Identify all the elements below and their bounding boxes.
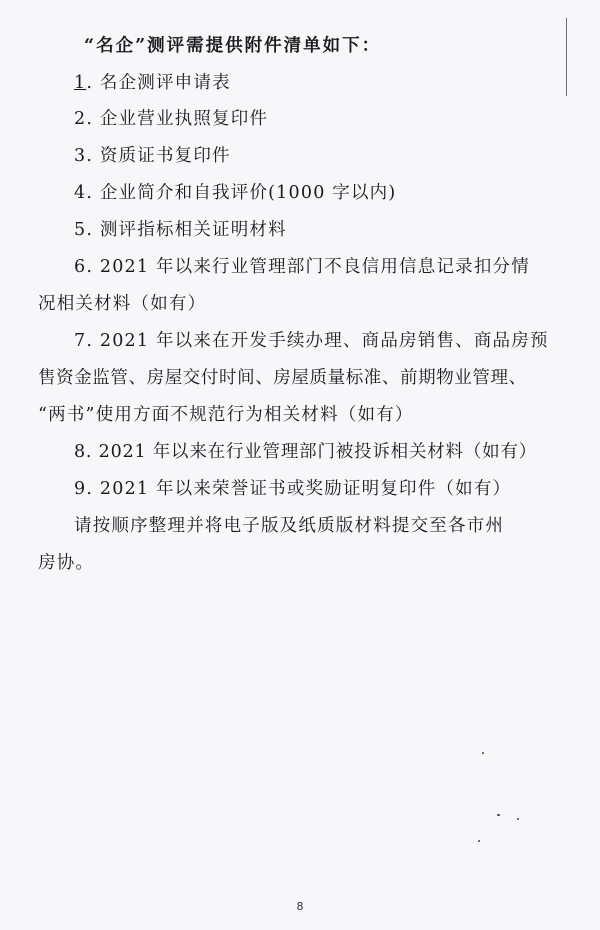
list-heading: “名企”测评需提供附件清单如下： xyxy=(84,36,382,56)
list-item-9: 9. 2021 年以来荣誉证书或奖励证明复印件（如有） xyxy=(74,479,512,499)
list-item-1-number: 1 xyxy=(74,73,87,93)
list-item-7-line-1: 7. 2021 年以来在开发手续办理、商品房销售、商品房预 xyxy=(74,331,549,351)
list-item-7-line-2: 售资金监管、房屋交付时间、房屋质量标准、前期物业管理、 xyxy=(38,368,527,388)
page-number: 8 xyxy=(296,900,304,913)
list-item-1 xyxy=(74,71,231,95)
list-item-4: 4. 企业简介和自我评价(1000 字以内) xyxy=(74,183,397,203)
closing-line-2: 房协。 xyxy=(38,553,95,573)
list-item-6-line-2: 况相关材料（如有） xyxy=(38,294,207,314)
scan-edge-line xyxy=(566,18,567,96)
list-item-7-line-3: “两书”使用方面不规范行为相关材料（如有） xyxy=(38,405,414,425)
list-item-6-line-1: 6. 2021 年以来行业管理部门不良信用信息记录扣分情 xyxy=(74,257,530,277)
list-item-2: 2. 企业营业执照复印件 xyxy=(74,109,269,129)
scan-speck xyxy=(497,814,500,816)
scan-speck xyxy=(482,752,484,754)
scan-speck xyxy=(517,818,519,820)
list-item-5: 5. 测评指标相关证明材料 xyxy=(74,220,287,240)
list-item-1-text: . 名企测评申请表 xyxy=(86,73,231,93)
list-item-3: 3. 资质证书复印件 xyxy=(74,146,231,166)
list-item-8: 8. 2021 年以来在行业管理部门被投诉相关材料（如有） xyxy=(74,442,538,462)
scan-speck xyxy=(478,840,480,842)
closing-line-1: 请按顺序整理并将电子版及纸质版材料提交至各市州 xyxy=(74,516,505,536)
